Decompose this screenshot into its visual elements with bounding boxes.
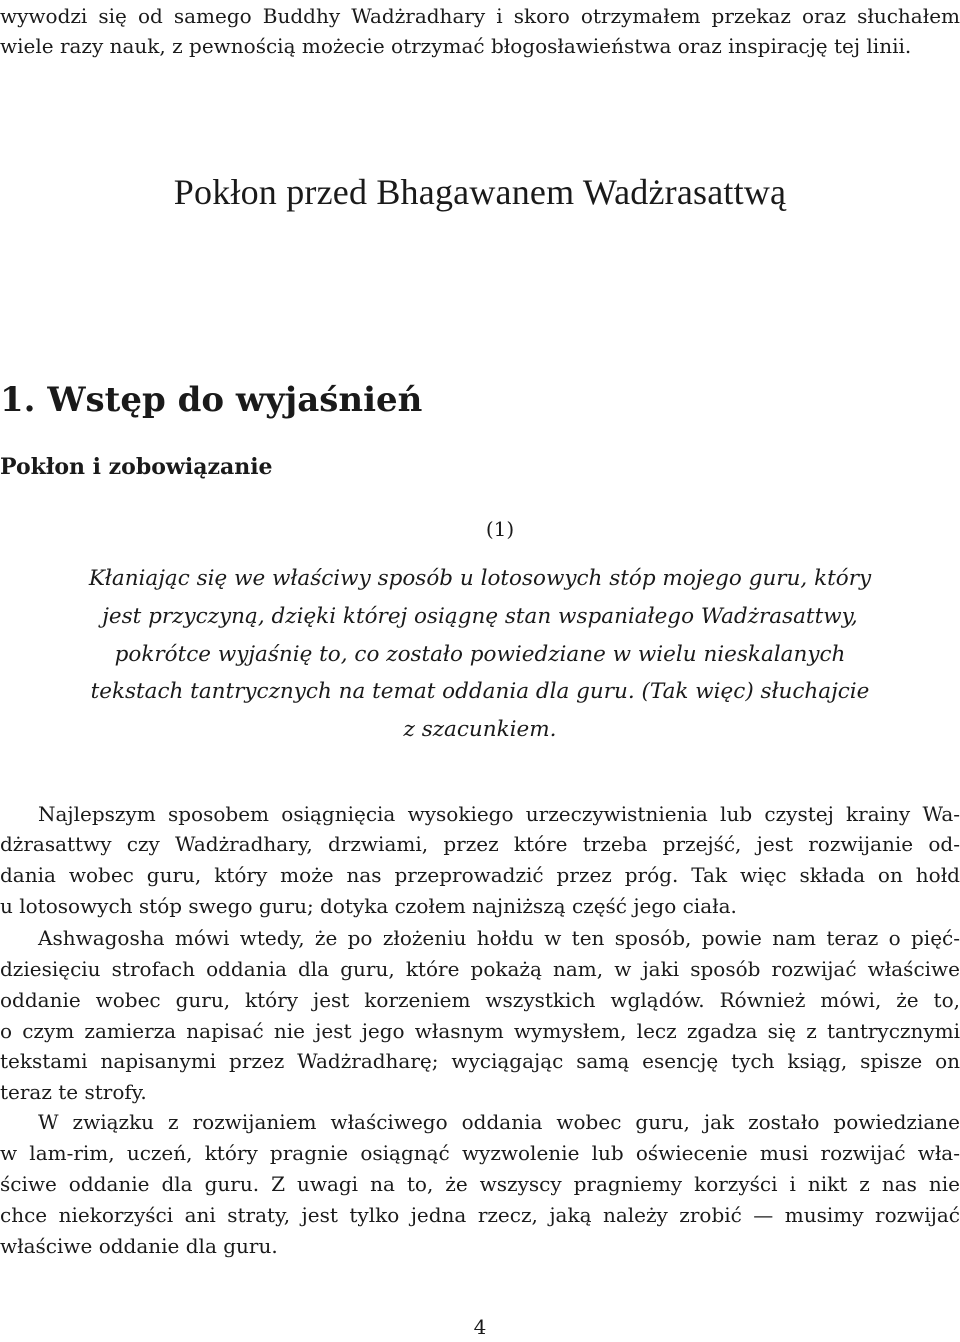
verse-line: pokrótce wyjaśnię to, co zostało powiedziane w wielu nieskalanych	[114, 642, 846, 667]
paragraph-line: tekstami napisanymi przez Wadżradharę; wyciągając samą esencję tych ksiąg, spisze on	[0, 1049, 960, 1073]
paragraph-line: dziesięciu strofach oddania dla guru, które pokażą nam, w jaki sposób rozwijać właściwe	[0, 957, 960, 981]
homage-title: Pokłon przed Bhagawanem Wadżrasattwą	[173, 172, 787, 212]
paragraph-line: ściwe oddanie dla guru. Z uwagi na to, że wszyscy pragniemy korzyści i nikt z nas nie	[0, 1172, 960, 1196]
intro-line: wywodzi się od samego Buddhy Wadżradhary i skoro otrzymałem przekaz oraz słuchałem	[0, 4, 960, 28]
verse-number: (1)	[485, 517, 515, 541]
section-heading: 1. Wstęp do wyjaśnień	[0, 380, 423, 420]
verse-line: z szacunkiem.	[403, 717, 557, 742]
verse-line: tekstach tantrycznych na temat oddania dla guru. (Tak więc) słuchajcie	[90, 679, 870, 704]
paragraph-line: dania wobec guru, który może nas przeprowadzić przez próg. Tak więc składa on hołd	[0, 863, 960, 887]
paragraph-line: Najlepszym sposobem osiągnięcia wysokiego urzeczywistnienia lub czystej krainy Wa-	[38, 802, 960, 826]
paragraph-line: teraz te strofy.	[0, 1080, 147, 1104]
paragraph-line: właściwe oddanie dla guru.	[0, 1234, 278, 1258]
intro-line: wiele razy nauk, z pewnością możecie otrzymać błogosławieństwa oraz inspirację tej linii.	[0, 34, 912, 58]
paragraph-line: oddanie wobec guru, który jest korzeniem wszystkich wglądów. Również mówi, że to,	[0, 988, 960, 1012]
paragraph-line: w lam-rim, uczeń, który pragnie osiągnąć wyzwolenie lub oświecenie musi rozwijać wła-	[0, 1141, 960, 1165]
paragraph-line: Ashwagosha mówi wtedy, że po złożeniu hołdu w ten sposób, powie nam teraz o pięć-	[38, 926, 960, 950]
verse-line: Kłaniając się we właściwy sposób u lotosowych stóp mojego guru, który	[88, 566, 872, 591]
page-number: 4	[473, 1315, 487, 1339]
verse-line: jest przyczyną, dzięki której osiągnę stan wspaniałego Wadżrasattwy,	[102, 604, 858, 629]
paragraph-line: W związku z rozwijaniem właściwego oddania wobec guru, jak zostało powiedziane	[38, 1110, 960, 1134]
paragraph-line: chce niekorzyści ani straty, jest tylko jedna rzecz, jaką należy zrobić — musimy rozwijać	[0, 1203, 960, 1227]
section-subheading: Pokłon i zobowiązanie	[0, 454, 273, 480]
paragraph-line: u lotosowych stóp swego guru; dotyka czołem najniższą część jego ciała.	[0, 894, 737, 918]
paragraph-line: o czym zamierza napisać nie jest jego własnym wymysłem, lecz zgadza się z tantrycznymi	[0, 1019, 960, 1043]
paragraph-line: dżrasattwy czy Wadżradhary, drzwiami, przez które trzeba przejść, jest rozwijanie od-	[0, 832, 960, 856]
